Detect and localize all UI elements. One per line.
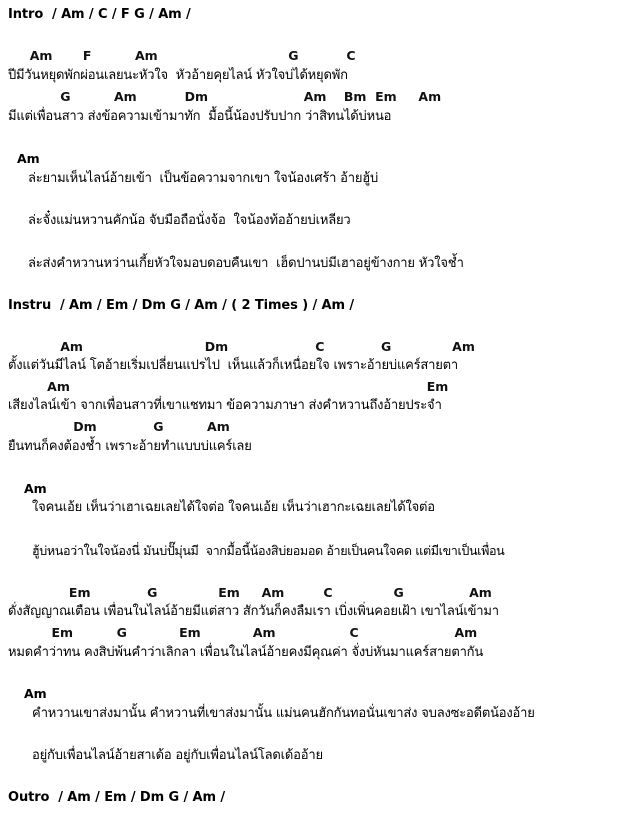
- lyric-line: ปีมีวันหยุดพักผ่อนเลยนะหัวใจ หัวอ้ายคุยไลน์ หัวใจบ่ได้หยุดพัก: [8, 68, 348, 83]
- lyric-line: คำหวานเขาส่งมานั้น คำหวานที่เขาส่งมานั้น แม่นคนฮักกันทอนั่นเขาส่ง จบลงซะอดีตน้องอ้าย: [32, 706, 535, 721]
- lyric-line: ฮู้บ่หนอว่าในใจน้องนี่ มันบ่ปั๊มุ่นมี จากมื้อนี้น้องสิบ่ยอมอด อ้ายเป็นคนใจคด แต่มีเขาเป็นเพื่อน: [32, 543, 505, 558]
- lyric-line: ใจคนเอ้ย เห็นว่าเฮาเฉยเลยได้ใจต่อ ใจคนเอ้ย เห็นว่าเฮากะเฉยเลยได้ใจต่อ: [32, 500, 435, 515]
- chorus-chord-label: Am: [17, 151, 40, 166]
- lyric-line: ยืนทนก็คงต้องช้ำ เพราะอ้ายทำแบบบ่แคร์เลย: [8, 439, 252, 454]
- chord-line: Am Dm C G Am: [8, 339, 475, 354]
- lyric-line: ดั่งสัญญาณเตือน เพื่อนในไลน์อ้ายมีแต่สาว สักวันก็คงลืมเรา เบิ่งเพิ่นคอยเฝ้า เขาไลน์เข้ามา: [8, 604, 499, 619]
- intro-line: Intro / Am / C / F G / Am /: [8, 7, 191, 22]
- chord-line: Am Em: [8, 379, 449, 394]
- lyric-line: ตั้งแต่วันมีไลน์ โตอ้ายเริ่มเปลี่ยนแปรไป เห็นแล้วก็เหนื่อยใจ เพราะอ้ายบ่แคร์สายตา: [8, 358, 459, 373]
- lyric-line: หมดคำว่าทน คงสิบ่พ้นคำว่าเลิกลา เพื่อนในไลน์อ้ายคงมีคุณค่า จั่งบ่หันมาแคร์สายตากัน: [8, 645, 484, 660]
- lyric-line: ล่ะจั๋งแม่นหวานคักน้อ จับมือถือนั่งจ้อ ใจน้องท้ออ้ายบ่เหลียว: [28, 213, 351, 228]
- lyric-line: ล่ะส่งคำหวานหว่านเกี้ยหัวใจมอบดอบคืนเขา เฮ็ดปานบ่มีเฮาอยู่ข้างกาย หัวใจช้ำ: [28, 256, 464, 271]
- chord-line: Em G Em Am C G Am: [8, 585, 492, 600]
- chord-line: Em G Em Am C Am: [8, 625, 478, 640]
- chord-line: Dm G Am: [8, 419, 230, 434]
- lyric-line: เสียงไลน์เข้า จากเพื่อนสาวที่เขาแชทมา ข้อความภาษา ส่งคำหวานถึงอ้ายประจำ: [8, 398, 442, 413]
- chord-line: Am F Am G C: [8, 48, 356, 63]
- lyric-line: มีแต่เพื่อนสาว ส่งข้อความเข้ามาทัก มื้อนี้น้องปรับปาก ว่าสิทนได้บ่หนอ: [8, 109, 392, 124]
- instru-line: Instru / Am / Em / Dm G / Am / ( 2 Times ) / Am /: [8, 298, 355, 313]
- chord-line: G Am Dm Am Bm Em Am: [8, 89, 442, 104]
- lyric-line: ล่ะยามเห็นไลน์อ้ายเข้า เป็นข้อความจากเขา ใจน้องเศร้า อ้ายฮู้บ่: [28, 171, 379, 186]
- chorus-chord-label: Am: [24, 686, 47, 701]
- lyric-line: อยู่กับเพื่อนไลน์อ้ายสาเด้อ อยู่กับเพื่อนไลน์โลดเด้ออ้าย: [32, 748, 323, 763]
- chorus-chord-label: Am: [24, 481, 47, 496]
- outro-line: Outro / Am / Em / Dm G / Am /: [8, 790, 226, 805]
